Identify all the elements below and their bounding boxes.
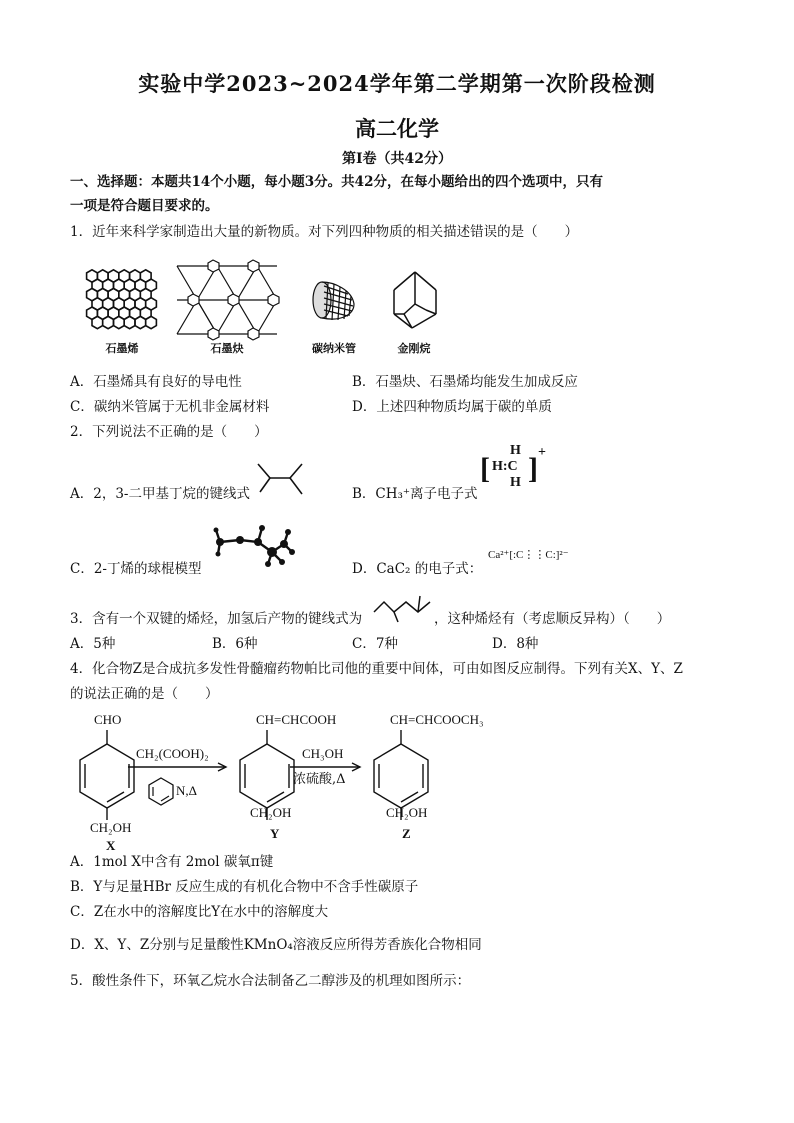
butene-ball-stick-model [214,522,296,568]
graphene-hexagon [114,316,125,328]
reagent-malonic-acid: CH₂(COOH)₂ [136,746,209,761]
q4-option-a: A．1mol X中含有 2mol 碳氧π键 [70,854,274,870]
q4-option-c: C．Z在水中的溶解度比Y在水中的溶解度大 [70,904,329,920]
ch3-h-top: H [510,443,521,458]
nanotube-label: 碳纳米管 [312,342,356,355]
z-ch2oh-group: CH₂OH [386,805,428,820]
graphene-hexagon [124,316,135,328]
reagent-methanol: CH₃OH [302,746,344,761]
ch3-h-bottom: H [510,475,521,490]
cac2-electron-formula: Ca²⁺[:C⋮⋮C:]²⁻ [488,549,569,561]
graphene-diagram [86,270,158,336]
q4-stem-cont: 的说法正确的是（ ） [70,686,219,702]
adamantane-diagram [390,270,440,332]
x-ch2oh-group: CH₂OH [90,820,132,835]
q4-option-b: B．Y与足量HBr 反应生成的有机化合物中不含手性碳原子 [70,879,419,895]
part1-heading-cont: 一项是符合题目要求的。 [70,198,219,214]
ch3-charge: + [538,445,546,460]
ch3-hc: H:C [492,459,518,474]
q2-option-c: C．2-丁烯的球棍模型 [70,561,202,577]
q3-option-c: C．7种 [352,636,398,652]
q2-option-d: D．CaC₂ 的电子式： [352,561,483,577]
graphene-hexagon [103,316,114,328]
q1-option-c: C．碳纳米管属于无机非金属材料 [70,399,270,415]
q3-stem: 3．含有一个双键的烯烃，加氢后产物的键线式为 [70,611,363,627]
graphene-hexagon [135,316,146,328]
q3-stem-cont: ，这种烯烃有（考虑顺反异构）（ ） [434,611,671,627]
graphene-hexagon [146,316,157,328]
section-title: 第Ⅰ卷（共42分） [341,151,453,167]
dimethylbutane-skeletal [256,462,306,496]
q2-stem: 2．下列说法不正确的是（ ） [70,424,268,440]
reaction-arrow-1 [128,762,230,772]
graphene-label: 石墨烯 [105,342,139,355]
z-label: Z [402,826,411,841]
q2-option-a: A．2，3-二甲基丁烷的键线式 [70,486,250,502]
q4-stem: 4．化合物Z是合成抗多发性骨髓瘤药物帕比司他的重要中间体，可由如图反应制得。下列有关X、Y、Z [70,661,683,677]
pyridine-ring [146,776,176,806]
y-label: Y [270,826,280,841]
q4-option-d: D．X、Y、Z分别与足量酸性KMnO₄溶液反应所得芳香族化合物相同 [70,937,482,953]
q2-option-b: B．CH₃⁺离子电子式 [352,486,478,502]
q1-option-d: D．上述四种物质均属于碳的单质 [352,399,552,415]
bracket-left: [ [480,452,490,485]
q1-stem: 1．近年来科学家制造出大量的新物质。对下列四种物质的相关描述错误的是（ ） [70,224,579,240]
adamantane-label: 金刚烷 [397,342,431,355]
x-cho-group: CHO [94,712,122,727]
z-ester-group: CH=CHCOOCH₃ [390,712,484,727]
q1-option-a: A．石墨烯具有良好的导电性 [70,374,242,390]
x-label: X [106,838,116,853]
reagent-sulfuric-acid: 浓硫酸,Δ [293,772,346,787]
part1-heading: 一、选择题：本题共14个小题，每小题3分。共42分，在每小题给出的四个选项中，只有 [70,174,603,190]
nanotube-diagram [312,278,358,328]
graphene-hexagon [92,316,103,328]
y-acrylic-group: CH=CHCOOH [256,712,337,727]
subject-title: 高二化学 [355,116,439,141]
q3-option-b: B．6种 [212,636,258,652]
graphdiyne-label: 石墨炔 [210,342,244,355]
q3-option-a: A．5种 [70,636,116,652]
q3-option-d: D．8种 [492,636,539,652]
hydrogenated-product-skeletal [372,594,434,624]
q1-option-b: B．石墨炔、石墨烯均能发生加成反应 [352,374,578,390]
x-benzene-ring [74,730,140,820]
exam-title: 实验中学2023~2024学年第二学期第一次阶段检测 [138,71,656,96]
graphdiyne-diagram [172,258,282,340]
q5-stem: 5．酸性条件下，环氧乙烷水合法制备乙二醇涉及的机理如图所示： [70,973,471,989]
y-ch2oh-group: CH₂OH [250,805,292,820]
bracket-right: ] [528,452,538,485]
pyridine-heat-label: N,Δ [176,783,197,798]
